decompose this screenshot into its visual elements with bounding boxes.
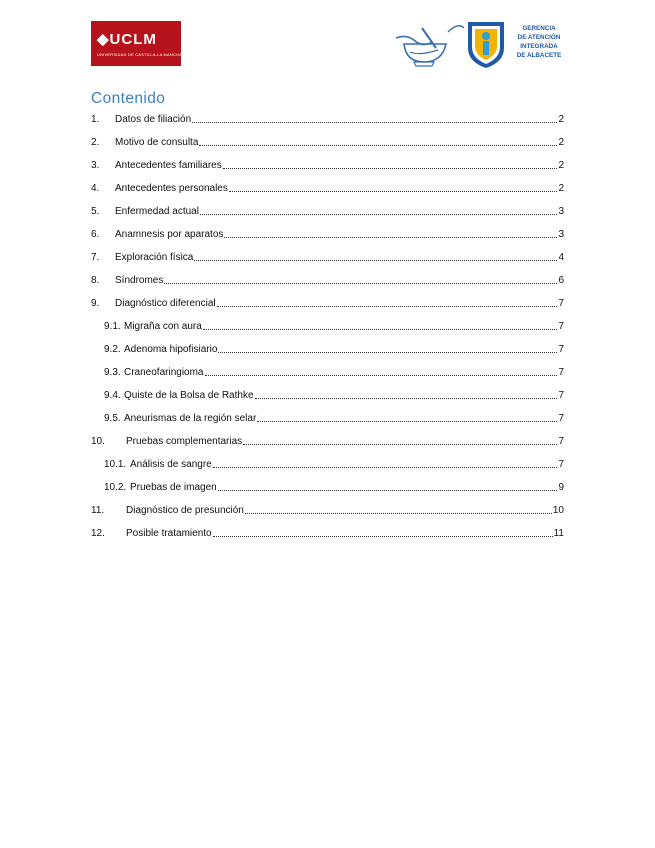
toc-entry-text: Antecedentes personales xyxy=(115,183,228,194)
toc-entry-page: 9 xyxy=(558,482,564,493)
toc-title: Contenido xyxy=(91,90,166,107)
toc-entry-page: 7 xyxy=(558,436,564,447)
toc-leader xyxy=(205,374,558,376)
toc-entry-page: 7 xyxy=(558,367,564,378)
toc-entry-text: Migraña con aura xyxy=(124,321,202,332)
toc-entry-number: 3. xyxy=(91,160,100,171)
toc-entry[interactable] xyxy=(91,179,564,195)
toc-entry-number: 7. xyxy=(91,252,100,263)
toc-entry-number: 10.2. xyxy=(104,482,127,493)
toc-entry-page: 7 xyxy=(558,344,564,355)
toc-entry-page: 7 xyxy=(558,459,564,470)
toc-entry-text: Motivo de consulta xyxy=(115,137,199,148)
toc-entry-text: Adenoma hipofisiario xyxy=(124,344,218,355)
toc-leader xyxy=(245,512,552,514)
gerencia-line: INTEGRADA xyxy=(520,43,558,50)
toc-entry[interactable] xyxy=(91,133,564,149)
toc-entry-page: 10 xyxy=(552,505,564,516)
toc-leader xyxy=(164,282,557,284)
gerencia-emblem-icon xyxy=(392,18,507,70)
toc-entry-text: Posible tratamiento xyxy=(126,528,212,539)
toc-entry-page: 7 xyxy=(558,298,564,309)
toc-entry-page: 3 xyxy=(558,229,564,240)
toc-entry-page: 7 xyxy=(558,413,564,424)
toc-entry-page: 2 xyxy=(558,114,564,125)
toc-entry[interactable] xyxy=(91,110,564,126)
toc-entry-text: Aneurismas de la región selar xyxy=(124,413,257,424)
toc-entry-page: 3 xyxy=(558,206,564,217)
toc-leader xyxy=(224,236,557,238)
toc-entry-number: 12. xyxy=(91,528,105,539)
gerencia-line: GERENCIA xyxy=(522,25,556,32)
toc-leader xyxy=(223,167,558,169)
toc-entry-page: 11 xyxy=(553,528,564,539)
toc-entry-text: Craneofaringioma xyxy=(124,367,204,378)
toc-entry-number: 5. xyxy=(91,206,100,217)
toc-entry-text: Diagnóstico de presunción xyxy=(126,505,244,516)
toc-leader xyxy=(243,443,557,445)
toc-entry-text: Enfermedad actual xyxy=(115,206,199,217)
uclm-logo-subtitle: UNIVERSIDAD DE CASTILLA-LA MANCHA xyxy=(97,52,183,57)
toc-leader xyxy=(218,351,557,353)
toc-leader xyxy=(194,259,557,261)
toc-leader xyxy=(255,397,558,399)
gerencia-logo xyxy=(392,18,567,70)
toc-entry-number: 6. xyxy=(91,229,100,240)
toc-subentry[interactable] xyxy=(104,478,564,494)
toc-entry-number: 1. xyxy=(91,114,100,125)
toc-subentry[interactable] xyxy=(104,455,564,471)
toc-leader xyxy=(203,328,558,330)
toc-entry-number: 4. xyxy=(91,183,100,194)
toc-entry-text: Análisis de sangre xyxy=(130,459,212,470)
toc-entry-text: Anamnesis por aparatos xyxy=(115,229,224,240)
toc-entry-number: 9.2. xyxy=(104,344,121,355)
toc-entry[interactable] xyxy=(91,225,564,241)
gerencia-line: DE ALBACETE xyxy=(516,52,562,59)
toc-leader xyxy=(229,190,558,192)
toc-entry-page: 2 xyxy=(558,183,564,194)
toc-leader xyxy=(213,466,558,468)
toc-entry-number: 9.4. xyxy=(104,390,121,401)
toc-entry-number: 10.1. xyxy=(104,459,127,470)
toc-entry-page: 2 xyxy=(558,137,564,148)
toc-entry-number: 9.3. xyxy=(104,367,121,378)
toc-entry-page: 7 xyxy=(558,321,564,332)
toc-entry[interactable] xyxy=(91,294,564,310)
toc-entry-text: Antecedentes familiares xyxy=(115,160,222,171)
toc-entry-number: 9.5. xyxy=(104,413,121,424)
toc-entry-number: 11. xyxy=(91,505,105,516)
toc-entry-text: Síndromes xyxy=(115,275,164,286)
toc-entry[interactable] xyxy=(91,156,564,172)
toc-entry-text: Quiste de la Bolsa de Rathke xyxy=(124,390,254,401)
toc-entry-text: Pruebas de imagen xyxy=(130,482,217,493)
toc-leader xyxy=(199,144,557,146)
toc-entry[interactable] xyxy=(91,432,564,448)
toc-entry[interactable] xyxy=(91,248,564,264)
toc-entry[interactable] xyxy=(91,524,564,540)
toc-entry-text: Datos de filiación xyxy=(115,114,192,125)
toc-entry-number: 9.1. xyxy=(104,321,121,332)
toc-entry-text: Diagnóstico diferencial xyxy=(115,298,216,309)
toc-entry-page: 6 xyxy=(558,275,564,286)
toc-subentry[interactable] xyxy=(104,363,564,379)
uclm-logo xyxy=(91,21,181,66)
toc-entry-number: 2. xyxy=(91,137,100,148)
gerencia-line: DE ATENCIÓN xyxy=(517,34,561,41)
toc-entry-number: 9. xyxy=(91,298,100,309)
toc-subentry[interactable] xyxy=(104,386,564,402)
toc-entry-text: Pruebas complementarias xyxy=(126,436,243,447)
toc-entry-page: 2 xyxy=(558,160,564,171)
toc-leader xyxy=(257,420,557,422)
toc-leader xyxy=(213,535,553,537)
toc-subentry[interactable] xyxy=(104,317,564,333)
toc-entry-number: 10. xyxy=(91,436,105,447)
toc-leader xyxy=(217,305,558,307)
toc-entry-text: Exploración física xyxy=(115,252,194,263)
toc-entry-number: 8. xyxy=(91,275,100,286)
toc-entry[interactable] xyxy=(91,202,564,218)
toc-entry[interactable] xyxy=(91,271,564,287)
toc-leader xyxy=(192,121,557,123)
toc-entry-page: 7 xyxy=(558,390,564,401)
toc-leader xyxy=(218,489,558,491)
gerencia-logo-text xyxy=(509,24,569,60)
toc-entry-page: 4 xyxy=(558,252,564,263)
toc-entry[interactable] xyxy=(91,501,564,517)
toc-leader xyxy=(200,213,557,215)
toc-subentry[interactable] xyxy=(104,409,564,425)
toc-subentry[interactable] xyxy=(104,340,564,356)
uclm-logo-mark: ◆UCLM xyxy=(97,31,157,48)
